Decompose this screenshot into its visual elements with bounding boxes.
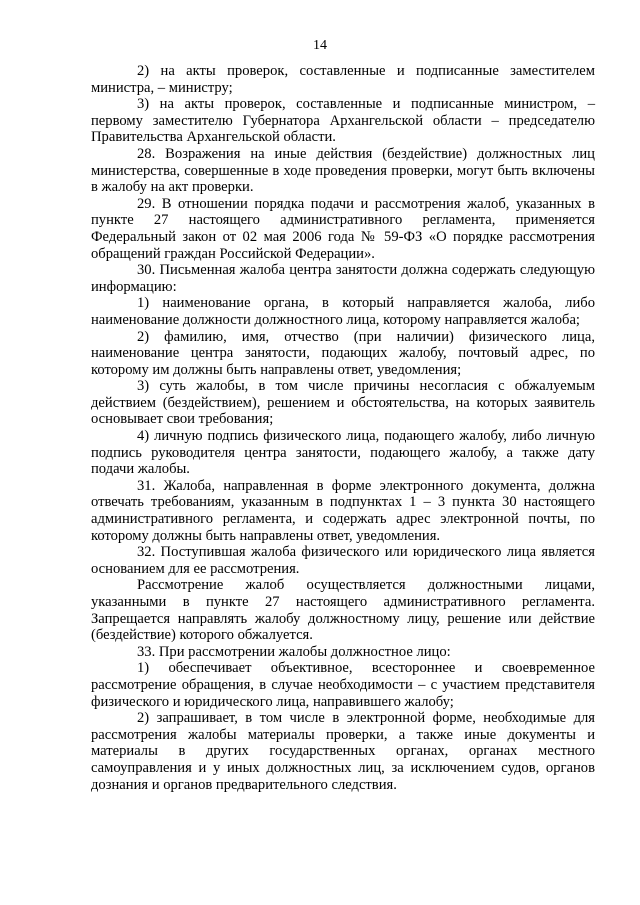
- paragraph: 29. В отношении порядка подачи и рассмотрения жалоб, указанных в пункте 27 настоящего административного регламента, применяется Федеральный закон от 02 мая 2006 года № 59-ФЗ «О порядке рассмотрения обращений граждан Российской Федерации».: [91, 195, 595, 262]
- paragraph: 3) суть жалобы, в том числе причины несогласия с обжалуемым действием (бездействием), решением и обстоятельства, на которых заявитель основывает свои требования;: [91, 378, 595, 428]
- paragraph: 1) обеспечивает объективное, всестороннее и своевременное рассмотрение обращения, в случае необходимости – с участием представителя физического и юридического лица, направившего жалобу;: [91, 660, 595, 710]
- paragraph: 2) на акты проверок, составленные и подписанные заместителем министра, – министру;: [91, 63, 595, 96]
- document-body: [91, 63, 595, 793]
- paragraph: 3) на акты проверок, составленные и подписанные министром, – первому заместителю Губернатора Архангельской области – председателю Правительства Архангельской области.: [91, 96, 595, 146]
- paragraph: 33. При рассмотрении жалобы должностное лицо:: [137, 643, 451, 660]
- paragraph: 31. Жалоба, направленная в форме электронного документа, должна отвечать требованиям, указанным в подпунктах 1 – 3 пункта 30 настоящего административного регламента, и содержать адрес электронной почты, по которому должны быть направлены ответ, уведомления.: [91, 477, 595, 544]
- paragraph: 4) личную подпись физического лица, подающего жалобу, либо личную подпись руководителя центра занятости, подающего жалобу, а также дату подачи жалобы.: [91, 428, 595, 478]
- paragraph: 2) фамилию, имя, отчество (при наличии) физического лица, наименование центра занятости, подающих жалобу, почтовый адрес, по которому им должны быть направлены ответ, уведомления;: [91, 328, 595, 378]
- paragraph: 30. Письменная жалоба центра занятости должна содержать следующую информацию:: [91, 262, 595, 295]
- page-number: 14: [313, 38, 327, 53]
- paragraph: 2) запрашивает, в том числе в электронной форме, необходимые для рассмотрения жалобы материалы проверки, а также иные документы и материалы в других государственных органах, органах местного самоуправления и у иных должностных лиц, за исключением судов, органов дознания и органов предварительного следствия.: [91, 710, 595, 793]
- paragraph: Рассмотрение жалоб осуществляется должностными лицами, указанными в пункте 27 настоящего административного регламента. Запрещается направлять жалобу должностному лицу, решение или действие (бездействие) которого обжалуется.: [91, 577, 595, 644]
- paragraph: 1) наименование органа, в который направляется жалоба, либо наименование должности должностного лица, которому направляется жалоба;: [91, 295, 595, 328]
- paragraph: 32. Поступившая жалоба физического или юридического лица является основанием для ее рассмотрения.: [91, 544, 595, 577]
- paragraph: 28. Возражения на иные действия (бездействие) должностных лиц министерства, совершенные в ходе проведения проверки, могут быть включены в жалобу на акт проверки.: [91, 145, 595, 196]
